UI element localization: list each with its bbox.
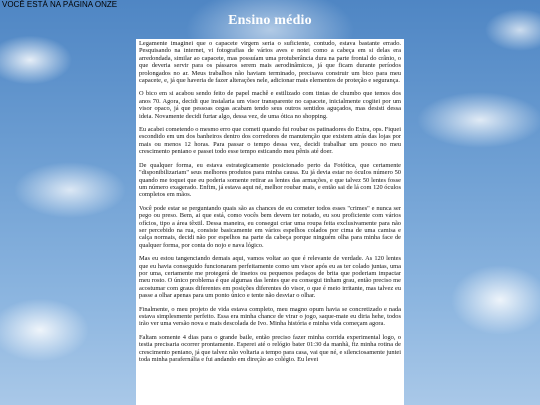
story-text-panel: [136, 39, 404, 405]
story-paragraph: Faltam somente 4 dias para o grande baile, então preciso fazer minha corrida experimental logo, o testia precisaria ocorrer prontamente. Esperei até o relógio bater 01:30 da manhã, fiz minha rotina de crescimento peniano, já que talvez não voltaria a tempo para casa, vai que né, e silenciosamente juntei toda minha parafernália e fui andando em direção ao colégio. Eu levei: [139, 333, 401, 364]
story-paragraph: Mas eu estou tangenciando demais aqui, vamos voltar ao que é relevante de verdade. As 120 lentes que eu havia conseguido funcionaram perfeitamente como um visor após eu as ter colado juntas, uma por uma, certamente me protegerá de insetos ou pequenos pedaços de brita que poderiam impactar meu rosto. O único problema é que algumas das lentes que eu consegui tinham grau, então preciso me acostumar com graus diferentes em posições diferentes do visor, o que é meio irritante, mas talvez eu passe a olhar apenas para um ponto único e tente não desviar o olhar.: [139, 255, 401, 300]
story-paragraph: De qualquer forma, eu estava estrategicamente posicionado perto da Fotótica, que certamente "disponibilizariam" seus melhores produtos para minha causa. Eu já devia estar no ócuIos número 50 quando me toquei que eu poderia somente retirar as lentes das armações, e que talvez 50 lentes fosse um número exagerado. Enfim, já estava aqui né, melhor roubar mais, e então sai de lá com 120 óculos completos em mãos.: [139, 161, 401, 199]
page-title: Ensino médio: [228, 13, 312, 28]
story-paragraph: Finalmente, o meu projeto de vida estava completo, meu magno opum havia se concretizado e nada estava simplesmente perfeito. Essa era minha chance de virar o jogo, saque-mate eu diria hehe, todos irão ver uma versão nova e mais descolada de Ivo. Minha história e minha vida começam agora.: [139, 305, 401, 328]
story-paragraph: Legamente imaginei que o capacete virgem seria o suficiente, contudo, estava bastante errado. Pesquisando na internet, vi fotografias de vários aves e notei como a cabeça em si delas era arredondada, similar ao capacete, mas possuíam uma protuberância dura na parte frontal do crânio, o que deveria servir para os pássaros serem mais aerodinâmicos, já que ficam durante períodos prolongados no ar. Meus trabalhos não haviam terminado, precisava construir um bico para meu capacete, e, já que haveria de fazer alterações nele, adicionar mais elementos de proteção e segurança.: [139, 40, 401, 85]
story-paragraph: Você pode estar se perguntando quais são as chances de eu cometer todos esses "crimes" e nunca ser pego ou preso. Bem, ai que está, como vocês bem devem ter notado, eu sou proficiente com vários ofícios, tipo a área têxtil. Dessa maneira, eu consegui criar uma roupa feita exclusivamente para não ser percebido na rua, consiste basicamente em vários espelhos colados por cima de uma camisa e calça normais, decidi não por espelhos na parte da cabeça porque ninguém olha para minha face de qualquer forma, por conta do nojo e nava lógico.: [139, 204, 401, 249]
page-indicator-label: VOCÊ ESTÁ NA PÁGINA ONZE: [2, 0, 118, 9]
story-paragraph: O bico em si acabou sendo feito de papel machê e estilizado com tintas de chumbo que temos dos anos 70. Agora, decidi que instalaria um visor transparente no capacete, inicialmente cogitei por um visor opaco, já que pessoas cegas acabam tendo seus outros sentidos aguçados, mas desisti dessa ideia. Novamente decidi furtar algo, dessa vez, de uma ótica no shopping.: [139, 90, 401, 120]
story-paragraph: Eu acabei cometendo o mesmo erro que cometi quando fui roubar os patinadores do Extra, ops. Fiquei escondido em um dos banheiros dentro dos corredores de manutenção que existem atrás das lojas por mais ou menos 12 horas. Para passar o tempo dessa vez, decidi trabalhar um pouco no meu crescimento peniano e passei todo esse tempo esticando meu pênis até doer.: [139, 126, 401, 156]
